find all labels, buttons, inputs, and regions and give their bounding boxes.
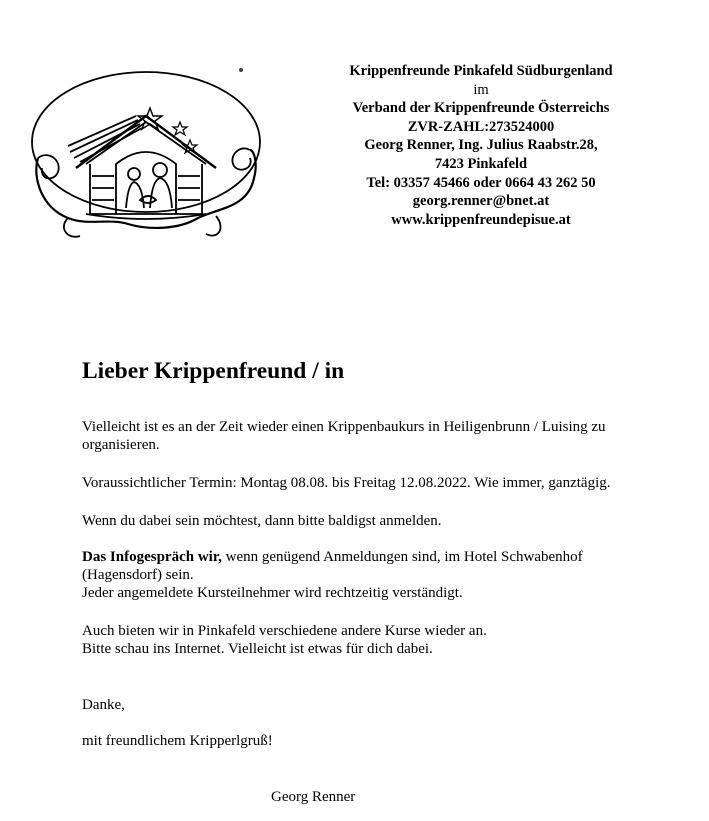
paragraph-intro-line2: organisieren. [82, 437, 160, 453]
closing-text: mit freundlichem Kripperlgruß! [82, 733, 273, 749]
phone-numbers: Tel: 03357 45466 oder 0664 43 262 50 [366, 174, 596, 191]
contact-address: Georg Renner, Ing. Julius Raabstr.28, [364, 137, 598, 154]
courses-line1: Auch bieten wir in Pinkafeld verschiedene andere Kurse wieder an. [82, 623, 487, 639]
website-url: www.krippenfreundepisue.at [391, 211, 571, 228]
info-line2: (Hagensdorf) sein. [82, 567, 194, 583]
paragraph-register: Wenn du dabei sein möchtest, dann bitte baldigst anmelden. [82, 513, 442, 529]
paragraph-courses [82, 622, 682, 658]
registration-number: ZVR-ZAHL:273524000 [407, 118, 555, 135]
greeting-heading: Lieber Krippenfreund / in [82, 358, 345, 384]
paragraph-info [82, 548, 682, 602]
paragraph-intro [82, 418, 682, 454]
association-name: Verband der Krippenfreunde Österreichs [352, 100, 610, 117]
info-bold-text: Das Infogespräch wir, [82, 549, 222, 565]
nativity-crib-logo-icon [28, 68, 264, 246]
email-address: georg.renner@bnet.at [412, 193, 550, 210]
thanks-text: Danke, [82, 697, 125, 713]
courses-line2: Bitte schau ins Internet. Vielleicht ist etwas für dich dabei. [82, 641, 433, 657]
info-line3: Jeder angemeldete Kursteilnehmer wird rechtzeitig verständigt. [82, 585, 463, 601]
postal-city: 7423 Pinkafeld [434, 155, 528, 172]
signature-name: Georg Renner [271, 789, 356, 805]
paragraph-intro-line1: Vielleicht ist es an der Zeit wieder einen Krippenbaukurs in Heiligenbrunn / Luising zu [82, 419, 606, 435]
org-name: Krippenfreunde Pinkafeld Südburgenland [349, 63, 613, 79]
org-connector: im [473, 81, 489, 98]
decorative-dot [239, 68, 243, 72]
letterhead [320, 62, 642, 229]
paragraph-date: Voraussichtlicher Termin: Montag 08.08. bis Freitag 12.08.2022. Wie immer, ganztägig. [82, 475, 611, 491]
info-text: wenn genügend Anmeldungen sind, im Hotel Schwabenhof [221, 549, 583, 565]
